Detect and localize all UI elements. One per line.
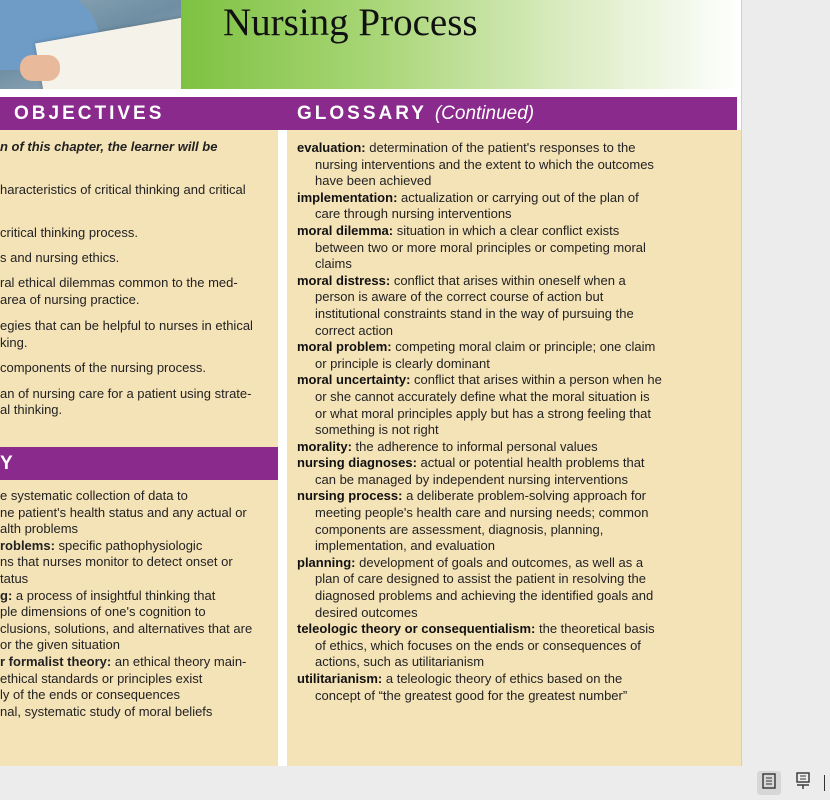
glossary-heading-bar — [287, 97, 737, 130]
objective-line: an of nursing care for a patient using strate- — [0, 386, 252, 401]
glossary-heading: GLOSSARY — [297, 103, 427, 124]
glossary-definition: actualization or carrying out of the plan of care through nursing interventions — [315, 189, 639, 222]
glossary-definition: the adherence to informal personal values — [351, 438, 598, 454]
left-glossary-heading: Y — [0, 453, 16, 474]
left-glossary-line — [0, 637, 120, 654]
left-glossary-text: a process of insightful thinking that — [12, 587, 216, 603]
objective-line: ral ethical dilemmas common to the med- — [0, 275, 238, 290]
objectives-panel — [0, 130, 278, 447]
glossary-definition: competing moral claim or principle; one claim or principle is clearly dominant — [315, 339, 656, 371]
objective-line: king. — [0, 335, 28, 350]
left-glossary-text: ne patient's health status and any actual or — [0, 504, 247, 520]
left-glossary-line — [0, 604, 206, 621]
left-glossary-term: r formalist theory: — [0, 654, 112, 669]
glossary-definition: a teleologic theory of ethics based on the concept of “the greatest good for the greatest number” — [315, 671, 628, 703]
glossary-term: moral uncertainty: — [297, 372, 411, 388]
left-glossary-line — [0, 505, 247, 522]
left-glossary-line — [0, 538, 202, 555]
glossary-entry — [297, 439, 662, 456]
glossary-definition: a deliberate problem-solving approach for meeting people's health care and nursing needs; common components are assessment, diagnosis, planning, implementation, and evaluation — [315, 488, 649, 554]
left-glossary-text: ple dimensions of one's cognition to — [0, 604, 206, 620]
single-page-view-icon — [760, 772, 778, 795]
left-glossary-line — [0, 488, 188, 505]
left-glossary-text: ethical standards or principles exist — [0, 670, 203, 686]
objectives-heading-bar — [0, 97, 292, 130]
glossary-definition: development of goals and outcomes, as well as a plan of care designed to assist the patient in resolving the diagnosed problems and achieving the identified goals and desired outcomes — [315, 554, 654, 620]
left-glossary-line — [0, 704, 212, 721]
left-glossary-line — [0, 687, 180, 704]
glossary-term: morality: — [297, 438, 352, 454]
next-view-icon[interactable] — [824, 775, 830, 791]
left-glossary-text: or the given situation — [0, 637, 120, 653]
continuous-scroll-view-icon — [794, 772, 812, 795]
glossary-definition: situation in which a clear conflict exists between two or more moral principles or competing moral claims — [315, 222, 646, 272]
page-title: Nursing Process — [223, 1, 478, 44]
glossary-entry — [297, 339, 662, 372]
left-glossary-line — [0, 621, 252, 638]
left-glossary-text: e systematic collection of data to — [0, 488, 188, 503]
glossary-definition: the theoretical basis of ethics, which focuses on the ends or consequences of actions, such as utilitarianism — [315, 621, 655, 670]
glossary-definition: conflict that arises within a person when he or she cannot accurately define what the moral situation is or what moral principles apply but has a strong feeling that something is not right — [315, 372, 662, 438]
glossary-entry — [297, 190, 662, 223]
glossary-term: implementation: — [297, 189, 398, 205]
left-glossary-line — [0, 588, 215, 605]
left-glossary-text: clusions, solutions, and alternatives that are — [0, 620, 253, 636]
left-glossary-text: ns that nurses monitor to detect onset or — [0, 554, 233, 570]
left-glossary-heading-bar — [0, 447, 278, 480]
glossary-term: planning: — [297, 554, 356, 570]
glossary-definition: conflict that arises within oneself when a person is aware of the correct course of action but institutional constraints stand in the way of pursuing the correct action — [315, 272, 634, 338]
glossary-entry — [297, 372, 662, 438]
glossary-term: moral dilemma: — [297, 222, 394, 238]
objective-line: critical thinking process. — [0, 225, 138, 240]
objectives-heading: OBJECTIVES — [14, 103, 165, 124]
glossary-entry — [297, 488, 662, 554]
left-glossary-line — [0, 521, 78, 538]
left-glossary-text: alth problems — [0, 521, 79, 537]
glossary-term: nursing diagnoses: — [297, 455, 417, 471]
objective-line: egies that can be helpful to nurses in ethical — [0, 318, 253, 333]
viewer-status-bar — [0, 767, 830, 800]
left-glossary-text: nal, systematic study of moral beliefs — [0, 703, 213, 719]
glossary-entry — [297, 223, 662, 273]
left-glossary-term: roblems: — [0, 537, 55, 553]
objectives-intro: n of this chapter, the learner will be — [0, 139, 218, 154]
glossary-entry — [297, 455, 662, 488]
glossary-term: moral distress: — [297, 272, 391, 288]
objective-line: s and nursing ethics. — [0, 250, 120, 265]
glossary-entry — [297, 671, 662, 704]
objective-line: area of nursing practice. — [0, 292, 140, 307]
title-banner — [181, 0, 741, 89]
left-glossary-text: an ethical theory main- — [111, 654, 247, 669]
glossary-entry — [297, 140, 662, 190]
glossary-term: moral problem: — [297, 339, 392, 355]
glossary-entries — [297, 140, 662, 704]
glossary-definition: determination of the patient's responses to the nursing interventions and the extent to which the outcomes have been achieved — [315, 140, 654, 189]
left-glossary-line — [0, 554, 233, 571]
left-glossary-text: specific pathophysiologic — [54, 537, 203, 553]
glossary-entry — [297, 621, 662, 671]
left-glossary-text: tatus — [0, 571, 29, 586]
left-glossary-panel — [0, 480, 278, 766]
nurse-photo — [0, 0, 181, 89]
glossary-entry — [297, 555, 662, 621]
glossary-definition: actual or potential health problems that can be managed by independent nursing interventions — [315, 455, 645, 487]
left-glossary-line — [0, 671, 202, 688]
left-glossary-term: g: — [0, 587, 13, 603]
left-glossary-line — [0, 654, 246, 671]
glossary-term: teleologic theory or consequentialism: — [297, 621, 536, 637]
glossary-entry — [297, 273, 662, 339]
glossary-term: evaluation: — [297, 140, 366, 155]
glossary-term: utilitarianism: — [297, 671, 383, 686]
objective-line: haracteristics of critical thinking and critical — [0, 182, 246, 197]
objective-line: al thinking. — [0, 402, 63, 417]
objective-line: components of the nursing process. — [0, 360, 206, 375]
left-glossary-text: ly of the ends or consequences — [0, 687, 180, 703]
continuous-scroll-view-button[interactable] — [791, 771, 815, 795]
glossary-term: nursing process: — [297, 488, 403, 504]
single-page-view-button[interactable] — [757, 771, 781, 795]
glossary-continued: (Continued) — [434, 103, 535, 124]
left-glossary-line — [0, 571, 28, 588]
glossary-panel — [287, 130, 741, 766]
